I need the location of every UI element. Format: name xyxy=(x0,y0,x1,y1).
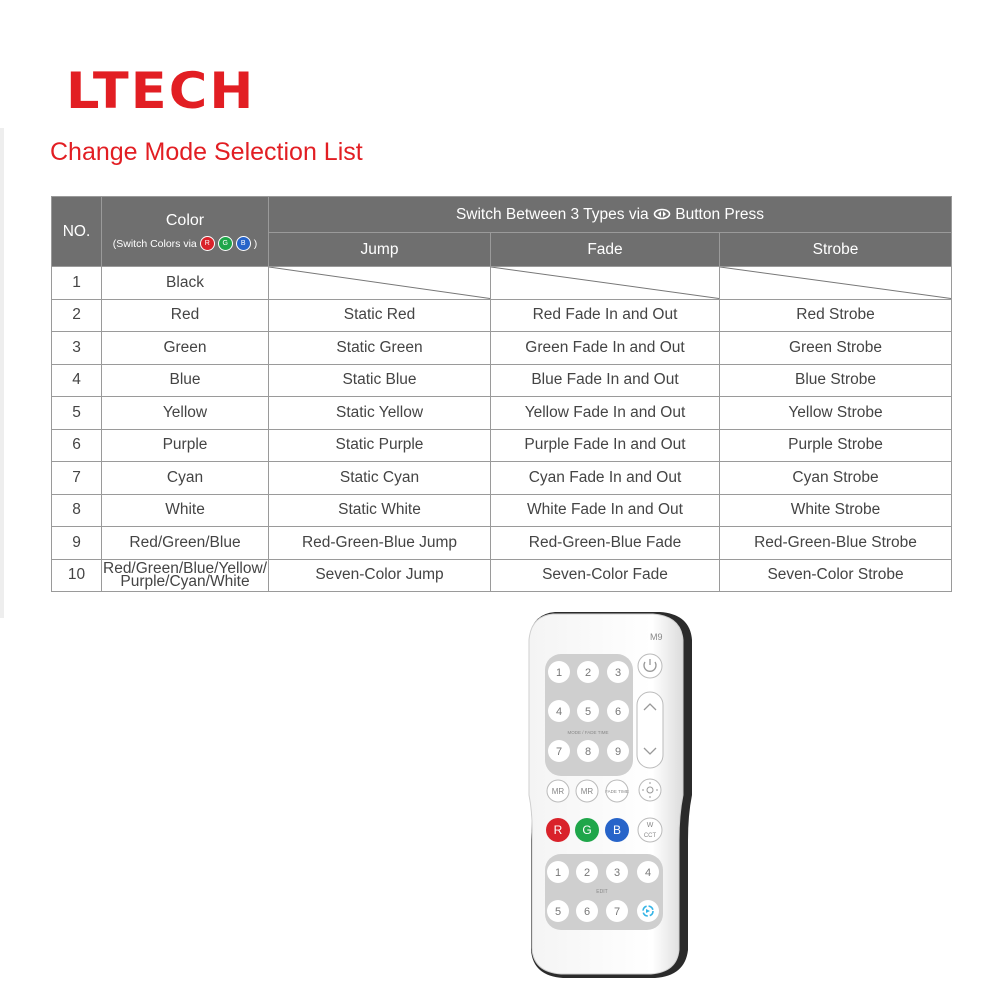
row-jump: Static Green xyxy=(269,332,491,365)
mode-table xyxy=(51,196,952,592)
row-color: White xyxy=(102,494,269,527)
row-no: 3 xyxy=(52,332,102,365)
row-strobe: Yellow Strobe xyxy=(720,397,952,430)
mr-key-2[interactable]: MR xyxy=(580,787,594,796)
row-no: 7 xyxy=(52,462,102,495)
row-strobe: Cyan Strobe xyxy=(720,462,952,495)
edit-label: EDIT xyxy=(596,889,608,895)
row-no: 4 xyxy=(52,364,102,397)
row-fade: Purple Fade In and Out xyxy=(491,429,720,462)
page-title: Change Mode Selection List xyxy=(50,138,363,166)
empty-cell xyxy=(720,267,952,300)
green-key-label: G xyxy=(582,823,592,837)
header-color-sub xyxy=(102,236,268,251)
header-switch-label: Switch Between 3 Types via xyxy=(455,205,649,223)
bottom-key-1[interactable]: 1 xyxy=(554,867,562,879)
row-fade: Seven-Color Fade xyxy=(491,559,720,592)
row-color: Red xyxy=(102,299,269,332)
header-strobe: Strobe xyxy=(720,233,952,267)
table-row xyxy=(52,267,952,300)
row-color: Cyan xyxy=(102,462,269,495)
zone-key-3[interactable]: 3 xyxy=(614,667,622,679)
bottom-key-3[interactable]: 3 xyxy=(613,867,621,879)
header-color xyxy=(102,197,269,267)
table-row xyxy=(52,494,952,527)
row-jump: Static White xyxy=(269,494,491,527)
header-color-sub-suffix: ) xyxy=(253,237,258,250)
mode-fade-label: MODE / FADE TIME xyxy=(567,730,609,735)
diagonal-slash-icon xyxy=(720,267,951,299)
table-row xyxy=(52,364,952,397)
row-strobe: Green Strobe xyxy=(720,332,952,365)
row-fade: Red Fade In and Out xyxy=(491,299,720,332)
header-color-sub-prefix: (Switch Colors via xyxy=(112,237,197,250)
row-strobe: Blue Strobe xyxy=(720,364,952,397)
header-fade: Fade xyxy=(491,233,720,267)
row-no: 8 xyxy=(52,494,102,527)
zone-key-7[interactable]: 7 xyxy=(555,746,563,758)
row-jump: Static Blue xyxy=(269,364,491,397)
table-row xyxy=(52,462,952,495)
row-strobe: Seven-Color Strobe xyxy=(720,559,952,592)
zone-key-9[interactable]: 9 xyxy=(614,746,622,758)
table-row xyxy=(52,429,952,462)
bottom-key-7[interactable]: 7 xyxy=(613,906,621,918)
bottom-key-5[interactable]: 5 xyxy=(554,906,562,918)
table-row xyxy=(52,332,952,365)
row-jump: Static Red xyxy=(269,299,491,332)
divider xyxy=(0,128,4,618)
bottom-key-6[interactable]: 6 xyxy=(583,906,591,918)
row-fade: White Fade In and Out xyxy=(491,494,720,527)
row-strobe: Red Strobe xyxy=(720,299,952,332)
red-key-label: R xyxy=(553,823,563,837)
diagonal-slash-icon xyxy=(269,267,490,299)
table-row xyxy=(52,299,952,332)
row-jump: Static Purple xyxy=(269,429,491,462)
header-color-label: Color xyxy=(165,212,205,229)
row-color: Blue xyxy=(102,364,269,397)
header-switch-suffix: Button Press xyxy=(675,205,765,223)
power-button[interactable] xyxy=(638,654,662,678)
remote-model: M9 xyxy=(650,632,663,642)
row-jump: Red-Green-Blue Jump xyxy=(269,527,491,560)
r-key-icon: R xyxy=(200,236,215,251)
row-no: 5 xyxy=(52,397,102,430)
row-fade: Blue Fade In and Out xyxy=(491,364,720,397)
zone-key-1[interactable]: 1 xyxy=(555,667,563,679)
row-jump: Static Cyan xyxy=(269,462,491,495)
row-color-line1: Red/Green/Blue/Yellow/ xyxy=(103,560,267,578)
zone-key-4[interactable]: 4 xyxy=(555,706,563,718)
row-color: Purple xyxy=(102,429,269,462)
g-key-icon: G xyxy=(218,236,233,251)
table-row xyxy=(52,559,952,592)
brand-logo: LTECH xyxy=(66,62,256,120)
row-no: 1 xyxy=(52,267,102,300)
w-label: W xyxy=(646,822,654,829)
fade-time-key[interactable]: FADE TIME xyxy=(605,789,629,794)
header-jump: Jump xyxy=(269,233,491,267)
zone-key-5[interactable]: 5 xyxy=(584,706,592,718)
row-strobe: White Strobe xyxy=(720,494,952,527)
mode-button-icon xyxy=(653,208,671,220)
row-fade: Cyan Fade In and Out xyxy=(491,462,720,495)
row-no: 2 xyxy=(52,299,102,332)
remote-control xyxy=(525,610,695,980)
row-no: 6 xyxy=(52,429,102,462)
row-color: Yellow xyxy=(102,397,269,430)
bottom-key-2[interactable]: 2 xyxy=(583,867,591,879)
empty-cell xyxy=(491,267,720,300)
row-no: 9 xyxy=(52,527,102,560)
row-color: Black xyxy=(102,267,269,300)
mr-key[interactable]: MR xyxy=(551,787,565,796)
b-key-icon: B xyxy=(236,236,251,251)
row-fade: Yellow Fade In and Out xyxy=(491,397,720,430)
row-color: Red/Green/Blue xyxy=(102,527,269,560)
zone-key-2[interactable]: 2 xyxy=(584,667,592,679)
row-fade: Red-Green-Blue Fade xyxy=(491,527,720,560)
zone-key-8[interactable]: 8 xyxy=(584,746,592,758)
diagonal-slash-icon xyxy=(491,267,719,299)
row-color xyxy=(102,559,269,592)
table-row xyxy=(52,397,952,430)
cct-label: CCT xyxy=(643,833,657,839)
blue-key-label: B xyxy=(612,823,622,837)
row-strobe: Red-Green-Blue Strobe xyxy=(720,527,952,560)
table-row xyxy=(52,527,952,560)
row-jump: Seven-Color Jump xyxy=(269,559,491,592)
header-switch xyxy=(269,197,952,233)
row-fade: Green Fade In and Out xyxy=(491,332,720,365)
row-color: Green xyxy=(102,332,269,365)
row-strobe: Purple Strobe xyxy=(720,429,952,462)
row-no: 10 xyxy=(52,559,102,592)
row-color-line2: Purple/Cyan/White xyxy=(120,573,250,591)
empty-cell xyxy=(269,267,491,300)
zone-key-6[interactable]: 6 xyxy=(614,706,622,718)
bottom-key-4[interactable]: 4 xyxy=(644,867,652,879)
header-no: NO. xyxy=(52,197,102,267)
row-jump: Static Yellow xyxy=(269,397,491,430)
